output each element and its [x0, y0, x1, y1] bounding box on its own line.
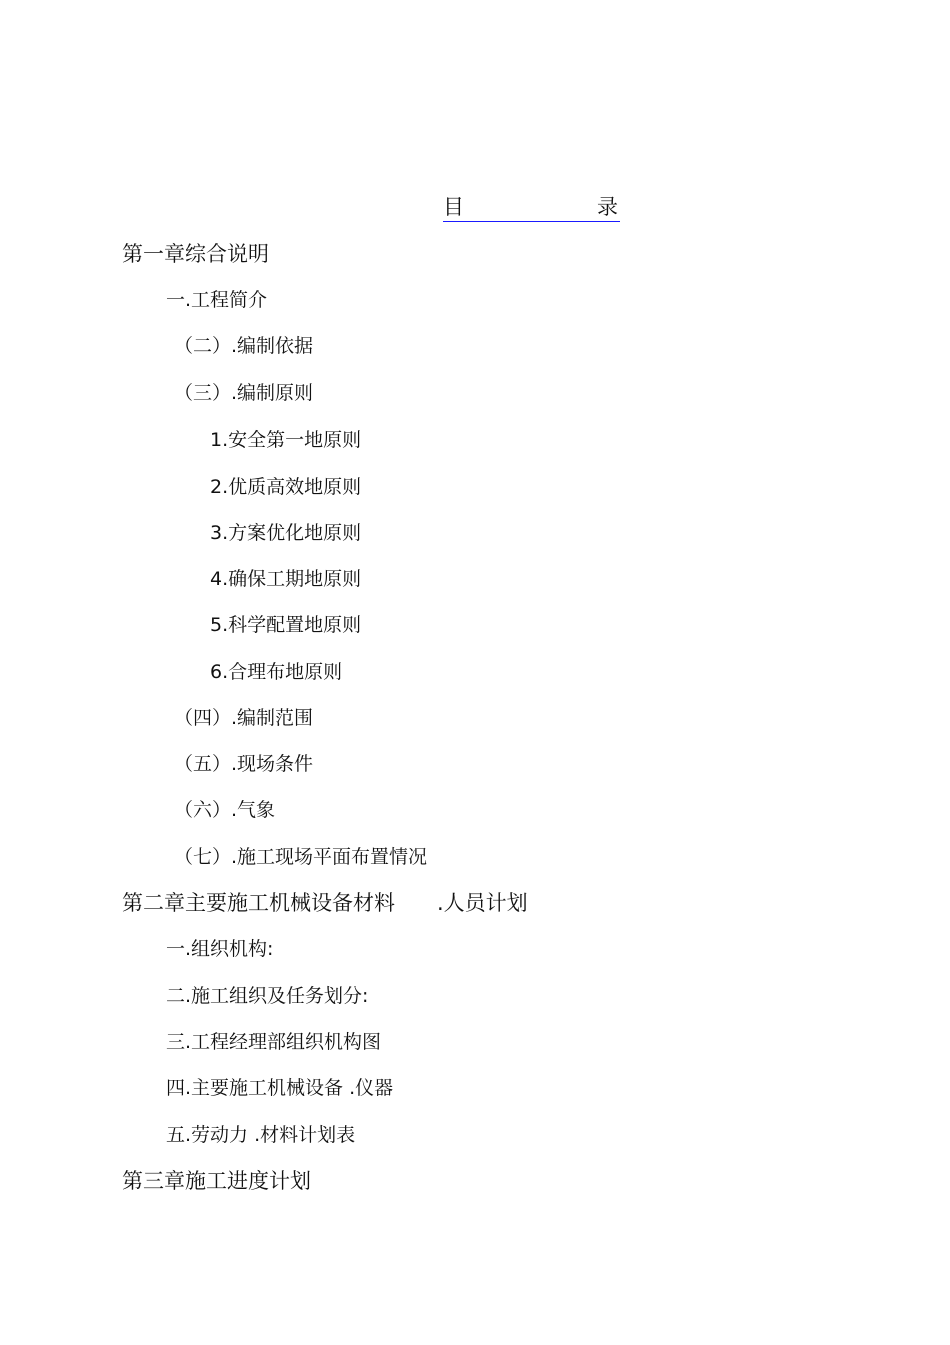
toc-entry-section[interactable]: 五.劳动力 .材料计划表: [166, 1124, 356, 1146]
toc-entry-chapter-1[interactable]: 第一章综合说明: [122, 242, 269, 266]
toc-entry-chapter-3[interactable]: 第三章施工进度计划: [122, 1169, 311, 1193]
toc-entry-section[interactable]: 四.主要施工机械设备 .仪器: [166, 1077, 394, 1099]
toc-title-char-1: 目: [443, 195, 464, 219]
toc-entry-item[interactable]: 2.优质高效地原则: [210, 476, 362, 498]
toc-entry-item[interactable]: 1.安全第一地原则: [210, 429, 362, 451]
toc-entry-item[interactable]: 6.合理布地原则: [210, 661, 343, 683]
toc-entry-item[interactable]: 4.确保工期地原则: [210, 568, 362, 590]
toc-entry-subsection[interactable]: （三）.编制原则: [174, 382, 314, 404]
toc-entry-chapter-2[interactable]: 第二章主要施工机械设备材料 .人员计划: [122, 891, 528, 915]
toc-entry-section[interactable]: 一.组织机构:: [166, 938, 274, 960]
toc-entry-section[interactable]: 一.工程简介: [166, 289, 268, 311]
toc-entry-subsection[interactable]: （四）.编制范围: [174, 707, 314, 729]
toc-entry-subsection[interactable]: （五）.现场条件: [174, 753, 314, 775]
toc-entry-section[interactable]: 二.施工组织及任务划分:: [166, 985, 369, 1007]
toc-entry-subsection[interactable]: （七）.施工现场平面布置情况: [174, 846, 428, 868]
toc-entry-subsection[interactable]: （二）.编制依据: [174, 335, 314, 357]
toc-entry-item[interactable]: 3.方案优化地原则: [210, 522, 362, 544]
toc-entry-subsection[interactable]: （六）.气象: [174, 799, 276, 821]
toc-title-char-2: 录: [597, 195, 618, 219]
toc-entry-item[interactable]: 5.科学配置地原则: [210, 614, 362, 636]
toc-entry-section[interactable]: 三.工程经理部组织机构图: [166, 1031, 382, 1053]
toc-title: [443, 195, 620, 222]
